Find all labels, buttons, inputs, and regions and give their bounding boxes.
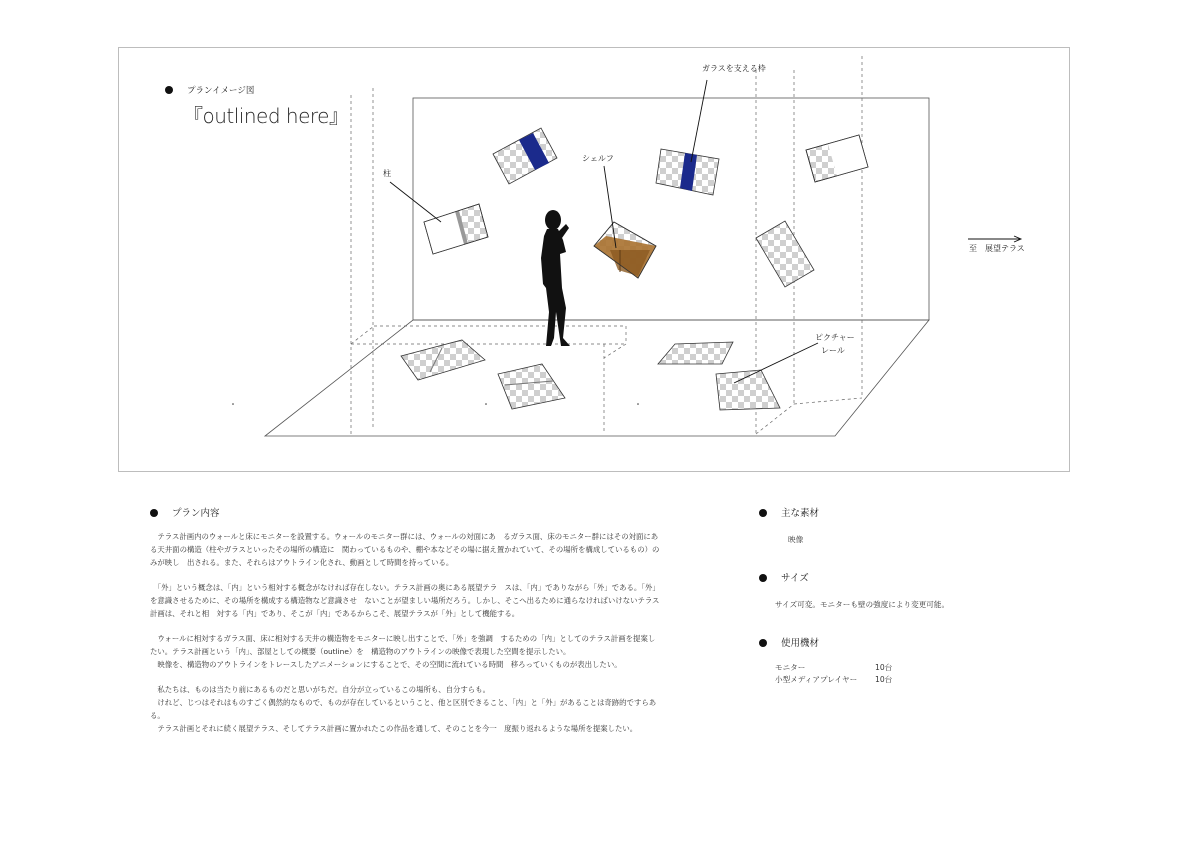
label-to-terrace: 至 展望テラス (969, 244, 1025, 253)
shelf-monitor (594, 222, 656, 278)
size-label: サイズ (781, 573, 809, 584)
bullet-icon (759, 509, 767, 517)
back-wall (413, 98, 929, 320)
plan-description (150, 530, 660, 735)
equipment-name: 小型メディアプレイヤー (775, 675, 858, 684)
plan-paragraph: テラス計画内のウォールと床にモニターを設置する。ウォールのモニター群には、ウォールの対面にあ るガラス面、床のモニター群にはその対面にある天井面の構造（柱やガラスといったその場所の構造に 関わっているものや、棚や本などその場に据え置かれていて、その場所を構成しているもの）のみが映し 出される。また、それらはアウトライン化され、動画として時間を持っている。 (150, 532, 660, 567)
bullet-icon (759, 574, 767, 582)
wall-monitor-1 (424, 204, 488, 254)
bullet-icon (150, 509, 158, 517)
wall-monitor-3 (656, 149, 719, 195)
plan-paragraph: 私たちは、ものは当たり前にあるものだと思いがちだ。自分が立っているこの場所も、自分すらも。 (150, 685, 490, 694)
plan-paragraph: 「外」という概念は、「内」という相対する概念がなければ存在しない。テラス計画の奥にある展望テラ スは、「内」でありながら「外」である。「外」を意識させるために、その場所を構成する構造物など意識させ ないことが望ましい場所だろう。しかし、そこへ出るために通らなければいけないテラス計画は、それと相 対する「内」であり、そこが「内」であるからこそ、展望テラスが「外」として機能する。 (150, 583, 660, 618)
bullet-icon (759, 639, 767, 647)
work-title: 『outlined here』 (183, 104, 349, 128)
plan-paragraph: けれど、じつはそれはものすごく偶然的なもので、ものが存在しているということ、他と区別できること、「内」と「外」があることは奇跡的ですらある。 (150, 698, 657, 720)
plan-paragraph: テラス計画とそれに続く展望テラス、そしてテラス計画に置かれたこの作品を通して、そのことを今一 度振り返れるような場所を提案したい。 (150, 724, 638, 733)
equipment-item (775, 674, 892, 686)
floor-monitor-1 (401, 340, 485, 380)
equipment-qty: 10台 (875, 675, 893, 684)
plan-image-label: プランイメージ図 (187, 86, 255, 96)
equipment-name: モニター (775, 663, 806, 672)
equipment-qty: 10台 (875, 663, 893, 672)
plan-image-heading (165, 84, 254, 96)
bullet-icon (165, 86, 173, 94)
materials-label: 主な素材 (781, 508, 820, 519)
wall-monitor-5 (756, 221, 814, 287)
label-picture-rail-2: レール (821, 346, 845, 355)
label-picture-rail-1: ピクチャー (815, 333, 855, 342)
materials-value: 映像 (788, 535, 804, 544)
floor-monitor-2 (498, 364, 565, 409)
materials-heading (759, 505, 819, 519)
equipment-item (775, 662, 892, 674)
plan-content-heading (150, 505, 220, 519)
person-silhouette (541, 210, 570, 346)
plan-content-label: プラン内容 (172, 508, 220, 519)
equipment-list (775, 662, 892, 686)
size-heading (759, 570, 809, 584)
label-glass-frame: ガラスを支える枠 (702, 64, 766, 73)
equipment-label: 使用機材 (781, 638, 820, 649)
floor-monitor-3 (658, 342, 733, 364)
label-pillar: 柱 (383, 169, 391, 178)
plan-paragraph: 映像を、構造物のアウトラインをトレースしたアニメーションにすることで、その空間に流れている時間 移ろっていくものが表出したい。 (150, 660, 622, 669)
wall-monitor-2 (493, 128, 557, 184)
label-shelf: シェルフ (582, 154, 614, 163)
equipment-heading (759, 635, 819, 649)
wall-monitor-4 (806, 135, 868, 182)
size-value: サイズ可変。モニターも壁の強度により変更可能。 (775, 600, 950, 609)
plan-paragraph: ウォールに相対するガラス面、床に相対する天井の構造物をモニターに映し出すことで、「外」を強調 するための「内」としてのテラス計画を提案したい。テラス計画という「内」、部屋としての概要（outline）を 構造物のアウトラインの映像で表現した空間を提示したい。 (150, 634, 656, 656)
